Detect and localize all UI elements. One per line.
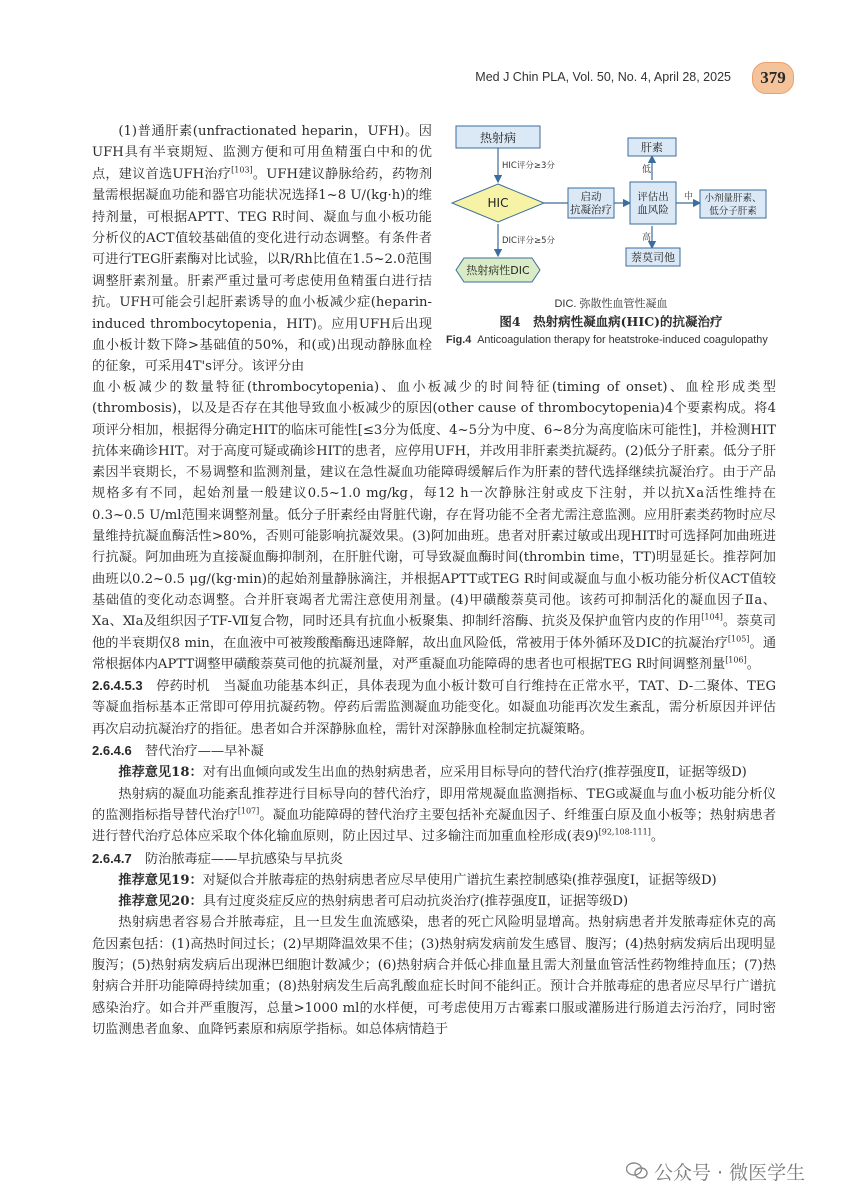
label-low: 低 [642,165,652,175]
paragraph-stop-timing: 停药时机 当凝血功能基本纠正，具体表现为血小板计数可自行维持在正常水平，TAT、D-二聚体、TEG等凝血指标基本正常即可停用抗凝药物。停药后需监测凝血功能变化。如凝血功能再次发生紊乱，需分析原因并评估再次启动抗凝治疗的指征。患者如合并深静脉血栓，需针对深静脉血栓制定抗凝策略。 [92,679,777,737]
node-dic-label: 热射病性DIC [466,264,530,277]
node-low-dose-label-1: 小剂量肝素、 [704,193,762,204]
caption-abbreviation: DIC. 弥散性血管性凝血 [554,298,668,310]
label-mid: 中 [684,192,694,202]
page-number: 379 [752,62,794,94]
rec19-text: 对疑似合并脓毒症的热射病患者应尽早使用广谱抗生素控制感染(推荐强度Ⅰ，证据等级D) [202,872,717,888]
flowchart-svg [446,120,776,300]
heading-2645-3: 2.6.4.5.3 [92,678,143,694]
node-heatstroke-label: 热射病 [479,131,517,145]
node-start-label-1: 启动 [580,191,602,203]
node-assess-label-1: 评估出 [637,191,669,203]
section-2646-heading [92,740,776,762]
node-hic-label: HIC [487,196,509,210]
rec20-label: 推荐意见20： [118,894,203,910]
rec18-label: 推荐意见18： [118,765,203,781]
node-low-dose-label-2: 低分子肝素 [709,206,757,217]
label-dic-score: DIC评分≥5分 [502,236,556,246]
page-header [0,0,849,100]
heading-2647-title: 防治脓毒症——早抗感染与早抗炎 [144,851,343,867]
rec18-text: 对有出血倾向或发生出血的热射病患者，应采用目标导向的替代治疗(推荐强度Ⅱ，证据等级D) [202,765,747,781]
heading-2646-title: 替代治疗——早补凝 [144,744,264,760]
recommendation-19 [92,870,776,891]
rec19-label: 推荐意见19： [118,872,203,888]
caption-english-text: Anticoagulation therapy for heatstroke-induced coagulopathy [477,334,768,346]
main-text [92,377,776,1040]
section-2647-heading [92,848,776,870]
label-hic-score: HIC评分≥3分 [502,161,555,171]
recommendation-20 [92,891,776,912]
node-assess-label-2: 血风险 [637,204,669,216]
node-start-label-2: 抗凝治疗 [570,204,612,216]
heading-2646-number: 2.6.4.6 [92,743,132,759]
left-column [92,121,432,378]
node-heparin-label: 肝素 [641,141,663,154]
wechat-icon [626,1162,648,1185]
section-2645-3 [92,675,776,740]
node-nafamostat-label: 萘莫司他 [631,251,675,264]
watermark-text: 公众号 · 微医学生 [654,1162,806,1184]
figure-caption [446,296,776,348]
recommendation-18 [92,762,776,783]
node-assess-bleeding [630,182,676,224]
paragraph-ufh: (1)普通肝素(unfractionated heparin，UFH)。因UFH具有半衰期短、监测方便和可用鱼精蛋白中和的优点，建议首选UFH治疗[103]。UFH建议静脉给药，药物剂量需根据凝血功能和器官功能状况选择1~8 U/(kg·h)的维持剂量，可根据APTT、TEG R时间、凝血与血小板功能分析仪的ACT值较基础值的变化进行动态调整。有条件者可进行TEG肝素酶对比试验，以R/Rh比值在1.5~2.0范围调整肝素剂量。肝素严重过量可考虑使用鱼精蛋白进行拮抗。UFH可能会引起肝素诱导的血小板减少症(heparin-induced thrombocytopenia，HIT)。应用UFH后出现血小板计数下降>基础值的50%，和(或)出现动静脉血栓的征象，可采用4T's评分。该评分由 [92,124,433,375]
caption-english [446,332,776,348]
rec20-text: 具有过度炎症反应的热射病患者可启动抗炎治疗(推荐强度Ⅱ，证据等级D) [202,894,629,910]
label-high: 高 [642,233,652,243]
watermark [626,1158,805,1185]
paragraph-4ts-continued: 血小板减少的数量特征(thrombocytopenia)、血小板减少的时间特征(timing of onset)、血栓形成类型(thrombosis)，以及是否存在其他导致血小板减少的原因(other cause of thrombocytopenia)4个要素构成。将4项评分相加，根据得分确定HIT的临床可能性[≤3分为低度、4~5分为中度、6~8分为高度临床可能性]，并检测HIT抗体来确诊HIT。对于高度可疑或确诊HIT的患者，应停用UFH，并改用非肝素类抗凝药。(2)低分子肝素。低分子肝素因半衰期长，不易调整和监测剂量，建议在急性凝血功能障碍缓解后作为肝素的替代选择继续抗凝治疗。由于产品规格多有不同，起始剂量一般建议0.5~1.0 mg/kg，每12 h一次静脉注射或皮下注射，并以抗Ⅹa活性维持在0.3~0.5 U/ml范围来调整剂量。低分子肝素经由肾脏代谢，存在肾功能不全者尤需注意监测。应用肝素类药物时应尽量维持抗凝血酶活性>80%，否则可能影响抗凝效果。(3)阿加曲班。患者对肝素过敏或出现HIT时可选择阿加曲班进行抗凝。阿加曲班为直接凝血酶抑制剂，在肝脏代谢，可导致凝血酶时间(thrombin time，TT)明显延长。推荐阿加曲班以0.2~0.5 μg/(kg·min)的起始剂量静脉滴注，并根据APTT或TEG R时间或凝血与血小板功能分析仪ACT值较基础值的变化动态调整。合并肝衰竭者尤需注意使用剂量。(4)甲磺酸萘莫司他。该药可抑制活化的凝血因子Ⅱa、Ⅹa、Ⅺa及组织因子TF-Ⅶ复合物，同时还具有抗血小板聚集、抑制纤溶酶、抗炎及保护血管内皮的作用[104]。萘莫司他的半衰期仅8 min，在血液中可被羧酸酯酶迅速降解，故出血风险低，常被用于体外循环及DIC的抗凝治疗[105]。通常根据体内APTT调整甲磺酸萘莫司他的抗凝剂量，对严重凝血功能障碍的患者也可根据TEG R时间调整剂量[106]。 [92,380,777,672]
caption-chinese: 图4 热射病性凝血病(HIC)的抗凝治疗 [499,314,723,329]
heading-2647-number: 2.6.4.7 [92,850,132,866]
journal-citation: Med J Chin PLA, Vol. 50, No. 4, April 28, 2025 [475,70,731,84]
paragraph-replacement: 热射病的凝血功能紊乱推荐进行目标导向的替代治疗，即用常规凝血监测指标、TEG或凝血与血小板功能分析仪的监测指标指导替代治疗[107]。凝血功能障碍的替代治疗主要包括补充凝血因子、纤维蛋白原及血小板等；热射病患者进行替代治疗总体应采取个体化输血原则，防止因过早、过多输注而加重血栓形成(表9)[92,108-111]。 [92,786,776,845]
caption-fig-label: Fig.4 [446,334,472,346]
paragraph-sepsis: 热射病患者容易合并脓毒症，且一旦发生血流感染，患者的死亡风险明显增高。热射病患者并发脓毒症休克的高危因素包括：(1)高热时间过长；(2)早期降温效果不佳；(3)热射病发病前发生感冒、腹泻；(4)热射病发病后出现明显腹泻；(5)热射病发病后出现淋巴细胞计数减少；(6)热射病合并低心排血量且需大剂量血管活性药物维持血压；(7)热射病合并肝功能障碍持续加重；(8)热射病发生后高乳酸血症长时间不能纠正。预计合并脓毒症的患者应尽早行广谱抗感染治疗。如合并严重腹泻，总量>1000 ml的水样便，可考虑使用万古霉素口服或灌肠进行肠道去污治疗，同时密切监测患者血象、血降钙素原和病原学指标。如总体病情趋于 [92,915,776,1037]
